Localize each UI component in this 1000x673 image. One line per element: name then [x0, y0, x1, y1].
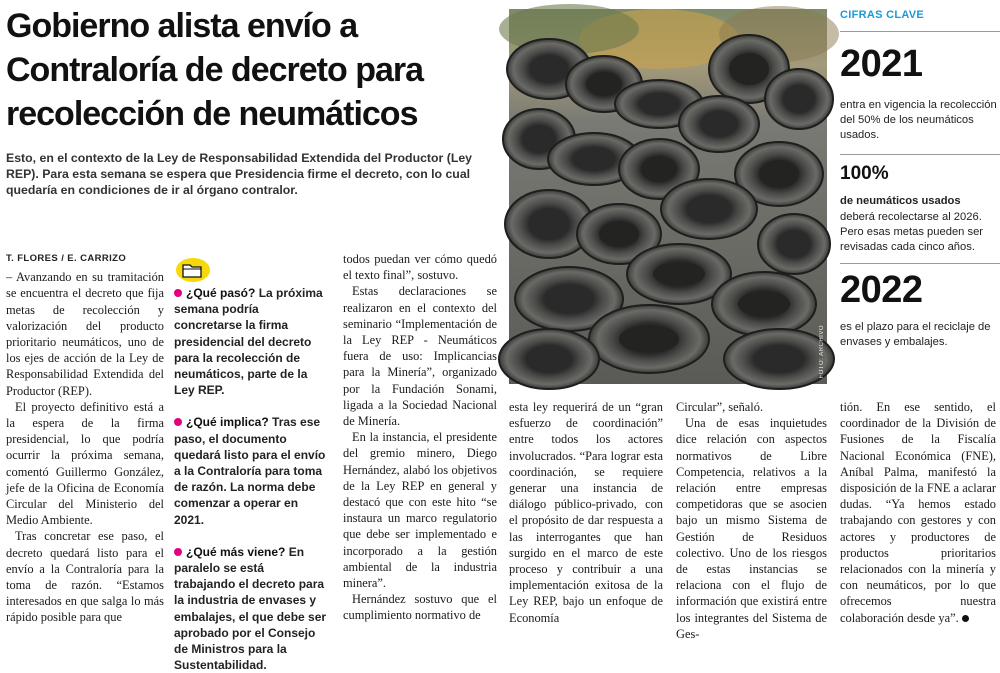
paragraph-text: tión. En ese sentido, el coordinador de la División de Fusiones de la Fiscalía Nacional Económica (FNE), Aníbal Palma, manifestó la disposición de la FNE a aclarar dudas. “Ya hemos estado trabajando con gestores y con actores y productores de productos prioritarios relacionados con la minería y con neumáticos, por lo que ofrecemos nuestra colaboración desde ya”.: [840, 400, 996, 625]
byline: T. FLORES / E. CARRIZO: [6, 253, 127, 264]
qa-answer: Tras ese paso, el documento quedará listo para el envío a la Contraloría para toma de razón. La norma debe comenzar a operar en 2021.: [174, 415, 326, 527]
qa-item: [174, 285, 328, 398]
article-column-5: [676, 399, 827, 642]
tires-illustration: [509, 9, 827, 384]
qa-answer: La próxima semana podría concretarse la firma presidencial del decreto para la recolección de neumáticos, parte de la Ley REP.: [174, 286, 323, 398]
folder-icon: [174, 257, 210, 283]
qa-question: ¿Qué más viene?: [186, 544, 286, 559]
fact-figure-2021: 2021: [840, 43, 923, 85]
bullet-dot: [174, 289, 182, 297]
paragraph: esta ley requerirá de un “gran esfuerzo de coordinación” entre todos los actores involucrados. “Para lograr esta coordinación, se requiere generar una instancia de diálogo público-privado, con el propósito de dar respuesta a las interrogantes que han surgido en el marco de este proceso y contribuir a una implementación exitosa de la Ley REP, bajo un enfoque de Economía: [509, 400, 663, 625]
sidebar-divider: [840, 31, 1000, 32]
bullet-dot: [174, 418, 182, 426]
paragraph: Estas declaraciones se realizaron en el contexto del seminario “Implementación de la Ley REP - Neumáticos fuera de uso: Implicancias para la Minería”, organizado por la Fundación Sonami, ligada a la Sociedad Nacional de Minería.: [343, 284, 497, 429]
sidebar-title: CIFRAS CLAVE: [840, 9, 925, 21]
lead-paragraph: Esto, en el contexto de la Ley de Responsabilidad Extendida del Productor (Ley REP). Para esta semana se espera que Presidencia firme el decreto, con lo cual quedaría en condiciones de ir al órgano contralor.: [6, 151, 473, 197]
article-column-6: [840, 399, 996, 626]
fact-figure-100: 100%: [840, 163, 889, 184]
fact-bold-100: de neumáticos usados: [840, 195, 961, 207]
headline: [6, 4, 506, 136]
paragraph: – Avanzando en su tramitación se encuentra el decreto que fija metas de recolección y valorización del producto prioritario neumáticos, uno de los ejes de acción de la Ley de Responsabilidad Extendida del Productor (REP).: [6, 270, 164, 398]
article-column-4: [509, 399, 663, 626]
sidebar-divider: [840, 154, 1000, 155]
qa-answer: En paralelo se está trabajando el decreto para la industria de envases y embalajes, el que debe ser aprobado por el Consejo de Ministros para la Sustentabilidad.: [174, 544, 327, 673]
headline-line-3: recolección de neumáticos: [6, 95, 418, 133]
paragraph: Hernández sostuvo que el cumplimiento normativo de: [343, 592, 497, 623]
paragraph: Circular”, señaló.: [676, 400, 764, 414]
fact-text-2021: entra en vigencia la recolección del 50% de los neumáticos usados.: [840, 99, 997, 141]
paragraph: [840, 399, 996, 626]
end-of-article-icon: [962, 615, 969, 622]
photo-credit: FOTO: ARCHIVO: [819, 324, 825, 378]
paragraph: todos puedan ver cómo quedó el texto final”, sostuvo.: [343, 252, 497, 283]
bullet-dot: [174, 548, 182, 556]
qa-question: ¿Qué pasó?: [186, 286, 256, 300]
qa-question: ¿Qué implica?: [186, 415, 269, 430]
paragraph: El proyecto definitivo está a la espera de la firma presidencial, lo que podría ocurrir la próxima semana, comentó Guillermo González, jefe de la Oficina de Economía Circular del Ministerio del Medio Ambiente.: [6, 399, 164, 528]
qa-item: [174, 414, 328, 527]
paragraph: Tras concretar ese paso, el decreto quedará listo para el envío a la Contraloría para la toma de razón. “Estamos interesados en que salga lo más rápido posible para que: [6, 529, 164, 625]
fact-text-100: deberá recolectarse al 2026. Pero esas metas pueden ser revisadas cada cinco años.: [840, 211, 984, 253]
paragraph: En la instancia, el presidente del gremio minero, Diego Hernández, alabó los objetivos de la Ley REP en general y destacó que con este hito “se instaura un marco regulatorio que debe ser implementado e incorporado a la gestión ambiental de la industria minera”.: [343, 430, 497, 591]
key-figures-sidebar: [840, 9, 1000, 350]
tires-photo: [509, 9, 827, 384]
paragraph: Una de esas inquietudes dice relación con aspectos normativos de Libre Competencia, relativos a la relación entre empresas competidoras que se asocien bajo un mismo Sistema de Gestión de Residuos colectivo. Uno de los riesgos de estas instancias se relaciona con el flujo de información que existirá entre los integrantes del Sistema de Ges-: [676, 416, 827, 641]
article-column-3: [343, 251, 497, 624]
sidebar-divider: [840, 263, 1000, 264]
qa-column: [174, 285, 328, 673]
qa-item: [174, 544, 328, 673]
article-column-1: [6, 251, 164, 626]
headline-line-1: Gobierno alista envío a: [6, 7, 358, 45]
headline-line-2: Contraloría de decreto para: [6, 51, 424, 89]
fact-text-2022: es el plazo para el reciclaje de envases y embalajes.: [840, 321, 991, 348]
fact-figure-2022: 2022: [840, 269, 923, 311]
